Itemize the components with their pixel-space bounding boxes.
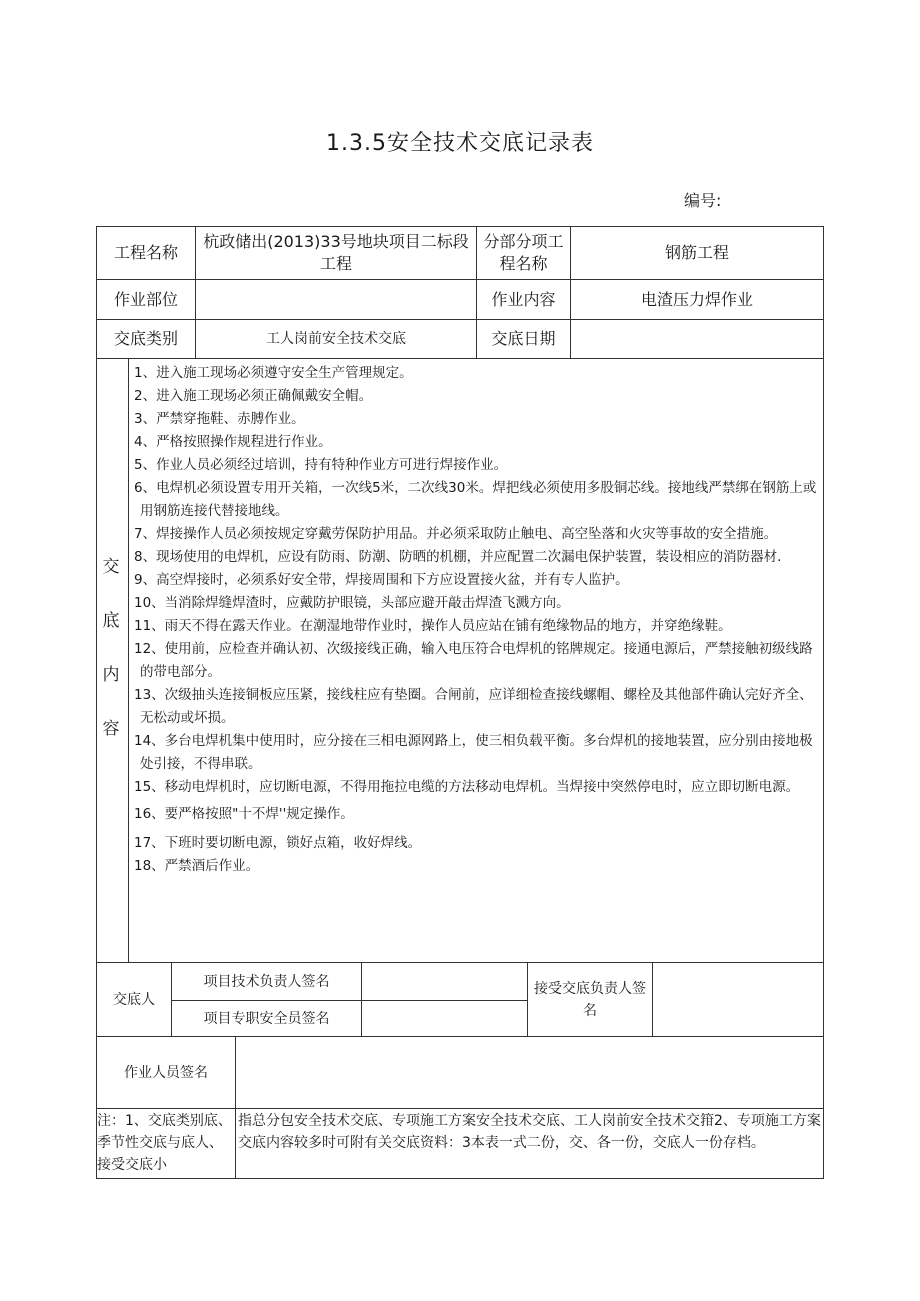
list-item: 5、作业人员必须经过培训，持有特种作业方可进行焊接作业。: [134, 457, 508, 473]
page-title: 1.3.5安全技术交底记录表: [326, 131, 594, 156]
disclosure-type-value: 工人岗前安全技术交底: [266, 331, 406, 347]
list-item: 6、电焊机必须设置专用开关箱，一次线5米，二次线30米。焊把线必须使用多股铜芯线。接地线严禁绑在钢筋上或用钢筋连接代替接地线。: [134, 480, 817, 519]
content-side-label: 交 底 内 容: [102, 557, 120, 739]
list-item: 13、次级抽头连接铜板应压紧，接线柱应有垫圈。合闸前，应详细检查接线螺帽、螺栓及其他部件确认完好齐全、无松动或坏损。: [134, 687, 813, 726]
list-item: 7、焊接操作人员必须按规定穿戴劳保防护用品。并必须采取防止触电、高空坠落和火灾等事故的安全措施。: [134, 526, 778, 542]
list-item: 9、高空焊接时，必须系好安全带，焊接周围和下方应设置接火盆，并有专人监护。: [134, 572, 629, 588]
disclosure-items-list: [134, 362, 822, 962]
note-left: 注：1、交底类别底、季节性交底与底人、接受交底小: [97, 1113, 232, 1173]
work-part-value[interactable]: [196, 280, 476, 319]
tech-lead-signature-field[interactable]: [362, 963, 527, 1000]
list-item: 4、严格按照操作规程进行作业。: [134, 434, 332, 450]
project-name-value: 杭政储出(2013)33号地块项目二标段工程: [203, 232, 469, 273]
tech-lead-sign-label: 项目技术负责人签名: [203, 973, 330, 990]
list-item: 2、进入施工现场必须正确佩戴安全帽。: [134, 388, 373, 404]
list-item: 1、进入施工现场必须遵守安全生产管理规定。: [134, 365, 413, 381]
list-item: 14、多台电焊机集中使用时，应分接在三相电源网路上，使三相负载平衡。多台焊机的接地装置，应分别由接地极处引接，不得串联。: [134, 733, 813, 772]
sub-project-value: 钢筋工程: [664, 243, 729, 262]
note-right: 指总分包安全技术交底、专项施工方案安全技术交底、工人岗前安全技术交箝2、专项施工方案交底内容较多时可附有关交底资料：3本表一式二份，交、各一份，交底人一份存档。: [238, 1113, 821, 1151]
list-item: 10、当消除焊缝焊渣时，应戴防护眼镜，头部应避开敲击焊渣飞溅方向。: [134, 595, 570, 611]
list-item: 11、雨天不得在露天作业。在潮湿地带作业时，操作人员应站在铺有绝缘物品的地方，并穿绝缘鞋。: [134, 618, 732, 634]
disclosure-date-value[interactable]: [571, 320, 823, 358]
list-item: 15、移动电焊机时，应切断电源，不得用拖拉电缆的方法移动电焊机。当焊接中突然停电时，应立即切断电源。: [134, 779, 800, 795]
list-item: 18、严禁酒后作业。: [134, 858, 260, 874]
list-item: 12、使用前，应检查并确认初、次级接线正确，输入电压符合电焊机的铭牌规定。接通电源后，严禁接触初级线路的带电部分。: [134, 641, 813, 680]
doc-number-label: 编号:: [684, 191, 722, 210]
discloser-label: 交底人: [113, 991, 155, 1008]
list-item: 17、下班时要切断电源，锁好点箱，收好焊线。: [134, 835, 422, 851]
worker-sign-label: 作业人员签名: [124, 1064, 208, 1081]
safety-officer-sign-label: 项目专职安全员签名: [203, 1010, 330, 1027]
work-content-value: 电渣压力焊作业: [640, 289, 753, 309]
list-item: 16、要严格按照"十不焊''规定操作。: [134, 806, 354, 822]
receiver-sign-label: 接受交底负责人签名: [534, 980, 646, 1019]
sub-project-label: 分部分项工程名称: [483, 232, 564, 273]
list-item: 3、严禁穿拖鞋、赤膊作业。: [134, 411, 305, 427]
worker-signature-field[interactable]: [236, 1037, 823, 1108]
disclosure-type-label: 交底类别: [113, 329, 178, 348]
work-part-label: 作业部位: [113, 289, 178, 309]
work-content-label: 作业内容: [491, 289, 556, 309]
safety-officer-signature-field[interactable]: [362, 1001, 527, 1036]
disclosure-date-label: 交底日期: [491, 329, 556, 348]
list-item: 8、现场使用的电焊机，应设有防雨、防潮、防晒的机棚，并应配置二次漏电保护装置，装设相应的消防器材.: [134, 549, 782, 565]
project-name-label: 工程名称: [113, 243, 178, 262]
receiver-signature-field[interactable]: [653, 963, 823, 1036]
